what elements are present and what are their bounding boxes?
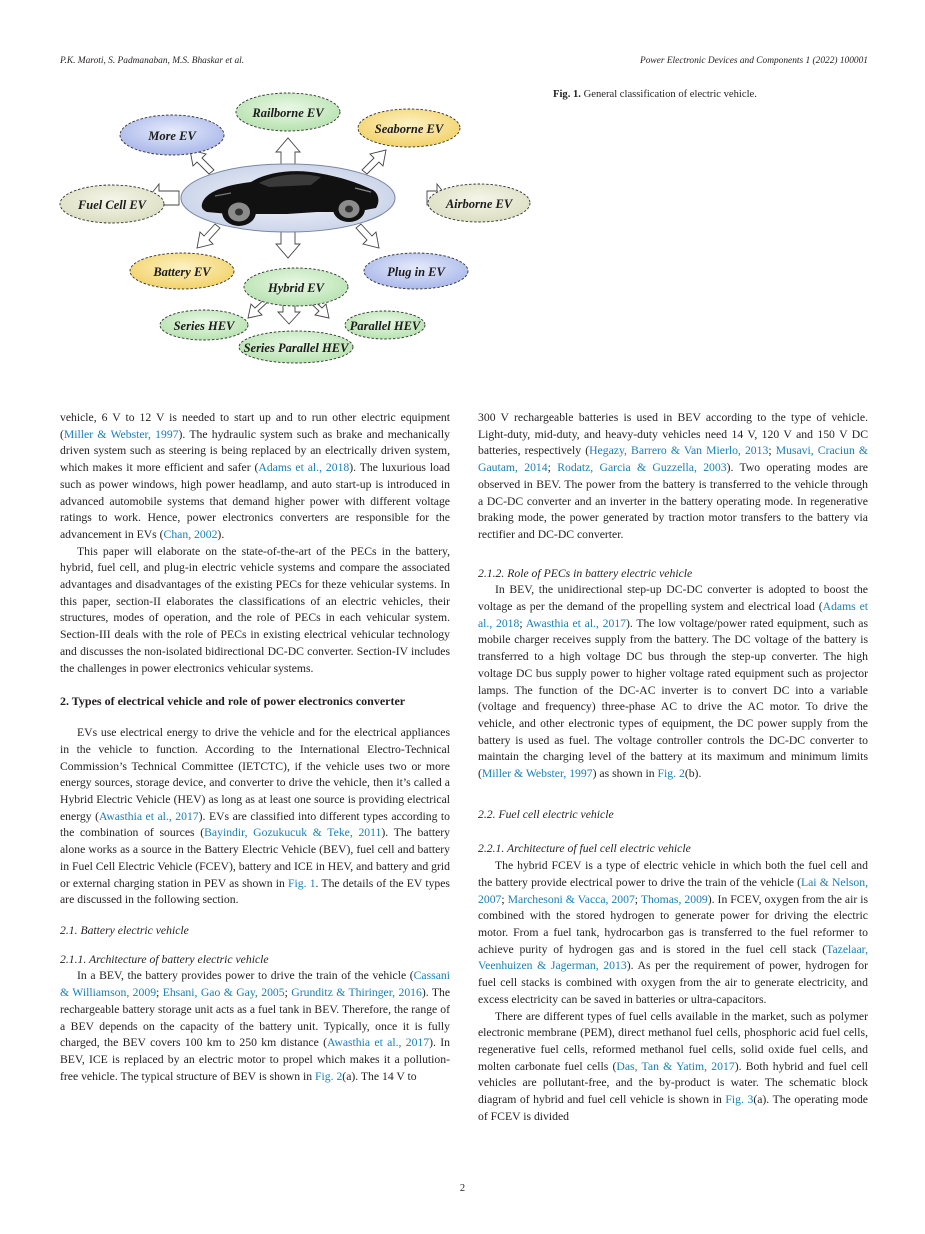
- citation-link[interactable]: Grunditz & Thiringer, 2016: [291, 986, 422, 1000]
- subsubsection-heading: 2.1.2. Role of PECs in battery electric vehicle: [478, 566, 693, 580]
- airborne-ev-label: Airborne EV: [445, 197, 513, 211]
- paragraph: There are different types of fuel cells available in the market, such as polymer electronic membrane (PEM), direct methanol fuel cells, phosphoric acid fuel cells, regenerative fuel cells, reformed methanol fuel cells, solid oxide fuel cells, and molten carbonate fuel cells (Das, Tan & Yatim, 2017). Both hybrid and fuel cell vehicles are pollutant-free, and the by-product is water. The schematic block diagram of hybrid and fuel cell vehicle is shown in Fig. 3(a). The operating mode of FCEV is divided: [478, 1009, 868, 1123]
- citation-link[interactable]: Awasthia et al., 2017: [525, 616, 627, 630]
- paragraph: In a BEV, the battery provides power to drive the train of the vehicle (Cassani & Williamson, 2009; Ehsani, Gao & Gay, 2005; Grunditz & Thiringer, 2016). The rechargeable battery storage unit acts as a fuel tank in BEV. Therefore, the range of a BEV depends on the capacity of the battery unit. Typically, once it is fully charged, the BEV covers 100 km to 250 km distance (Awasthia et al., 2017). In BEV, ICE is replaced by an electric motor to propel which makes it a pollution-free vehicle. The typical structure of BEV is shown in Fig. 2(a). The 14 V to: [60, 969, 451, 1083]
- citation-link[interactable]: Miller & Webster, 1997: [481, 767, 593, 781]
- ev-classification-figure: [55, 88, 535, 368]
- citation-link[interactable]: Das, Tan & Yatim, 2017: [616, 1059, 735, 1073]
- more-ev-label: More EV: [148, 129, 196, 143]
- citation-link[interactable]: Hegazy, Barrero & Van Mierlo, 2013: [589, 444, 769, 458]
- parallel-hev-label: Parallel HEV: [349, 319, 421, 333]
- citation-link[interactable]: Rodatz, Garcia & Guzzella, 2003: [557, 461, 727, 475]
- figure-link[interactable]: Fig. 1: [288, 876, 316, 890]
- paragraph: EVs use electrical energy to drive the vehicle and for the electrical appliances in the vehicle to function. According to the International Electro-Technical Commission’s Technical Committee (IETCTC), if the vehicle uses two or more energy sources, storage device, and converter to drive the vehicle, then it’s called a Hybrid Electric Vehicle (HEV) as long as at least one source is providing electrical energy (Awasthia et al., 2017). EVs are classified into different types according to the combination of sources (Bayindir, Gozukucuk & Teke, 2011). The battery alone works as a source in the Battery Electric Vehicle (BEV), fuel cell and battery in Fuel Cell Electric Vehicle (FCEV), battery and ICE in HEV, and battery and grid or external charging station in PEV as shown in Fig. 1. The details of the EV types are discussed in the following section.: [60, 726, 451, 907]
- paragraph: vehicle, 6 V to 12 V is needed to start up and to run other electric equipment (Miller & Webster, 1997). The hydraulic system such as brake and mechanically driven system such as steering is being replaced by an electrically driven system, which makes it more efficient and safer (Adams et al., 2018). The luxurious load such as power windows, high power headlamp, and auto start-up is introduced in advanced automobile systems that demand higher power with different voltage ratings to work. Hence, power electronics converters are responsible for the advancement in EVs (Chan, 2002).: [60, 411, 450, 541]
- series-hev-label: Series HEV: [173, 319, 235, 333]
- citation-link[interactable]: Bayindir, Gozukucuk & Teke, 2011: [204, 826, 382, 840]
- paragraph: This paper will elaborate on the state-of-the-art of the PECs in the battery, hybrid, fuel cell, and plug-in electric vehicle systems and compare the associated advantages and disadvantages of the existing PECs for theze vehicular systems. In this paper, section-II elaborates the classifications of an electric vehicles, their structures, modes of operation, and the role of PECs in each vehicular system. Section-III deals with the role of PECs in existing electrical vehicular technology and discusses the non-isolated bidirectional DC-DC converter. Section-IV includes the challenges in power electronics vehicular systems.: [60, 544, 450, 675]
- fuel-cell-ev-label: Fuel Cell EV: [77, 198, 147, 212]
- citation-link[interactable]: Marchesoni & Vacca, 2007: [507, 892, 635, 906]
- citation-link[interactable]: Ehsani, Gao & Gay, 2005: [162, 986, 285, 1000]
- paragraph: 300 V rechargeable batteries is used in BEV according to the type of vehicle. Light-duty, mid-duty, and heavy-duty vehicles need 14 V, 120 V and 150 V DC batteries, respectively (Hegazy, Barrero & Van Mierlo, 2013; Musavi, Craciun & Gautam, 2014; Rodatz, Garcia & Guzzella, 2003). Two operating modes are observed in BEV. The power from the battery is transferred to the vehicle through a DC-DC converter and an inverter in the battery operating mode. In regenerative braking mode, the power generated by traction motor transfers to the battery via rectifier and DC-DC converter.: [478, 411, 868, 541]
- arrow-down-left: [197, 224, 220, 248]
- figure-link[interactable]: Fig. 3: [725, 1093, 754, 1107]
- citation-link[interactable]: Tazelaar, Veenhuizen & Jagerman, 2013: [478, 942, 868, 973]
- citation-link[interactable]: Cassani & Williamson, 2009: [60, 969, 450, 1000]
- citation-link[interactable]: Adams et al., 2018: [478, 600, 869, 630]
- figure-caption-text: General classification of electric vehicle.: [583, 89, 757, 100]
- figure-caption: [553, 89, 757, 100]
- citation-link[interactable]: Lai & Nelson, 2007: [478, 875, 869, 906]
- subsection-heading: 2.1. Battery electric vehicle: [60, 923, 189, 937]
- paragraph: The hybrid FCEV is a type of electric vehicle in which both the fuel cell and the battery provide electrical power to drive the train of the vehicle (Lai & Nelson, 2007; Marchesoni & Vacca, 2007; Thomas, 2009). In FCEV, oxygen from the air is combined with the stored hydrogen to generate power for driving the electric motor. From a fuel tank, hydrocarbon gas is transferred to the fuel reformer to achieve purity of hydrogen gas and is stored in the fuel cell stack (Tazelaar, Veenhuizen & Jagerman, 2013). As per the requirement of power, hydrogen for fuel cell stacks is combined with oxygen from the air to generate electricity, and excess electricity can be saved in batteries or ultra-capacitors.: [478, 859, 869, 1006]
- subsubsection-heading: 2.1.1. Architecture of battery electric vehicle: [60, 952, 269, 966]
- plug-in-ev-label: Plug in EV: [387, 265, 445, 279]
- citation-link[interactable]: Miller & Webster, 1997: [63, 427, 179, 441]
- figure-caption-label: Fig. 1.: [553, 89, 581, 100]
- paragraph: In BEV, the unidirectional step-up DC-DC converter is adopted to boost the voltage as per the demand of the propelling system and electrical load (Adams et al., 2018; Awasthia et al., 2017). The low voltage/power rated equipment, such as mobile charger receives supply from the battery. The DC voltage of the battery is transferred to a high voltage DC bus through the step-up converter. The high voltage DC bus supply power to higher voltage rated equipment such as projector lamps. The function of the DC-AC inverter is to convert DC into a variable (voltage and frequency) three-phase AC to drive the AC motor. To drive the vehicle, and other electronic types of equipment, the DC power supply from the battery is used as fuel. The voltage controller controls the DC-DC converter to maintain the charging level of the battery at its maximum and minimum limits (Miller & Webster, 1997) as shown in Fig. 2(b).: [478, 583, 869, 781]
- citation-link[interactable]: Thomas, 2009: [640, 892, 708, 906]
- citation-link[interactable]: Awasthia et al., 2017: [327, 1036, 430, 1050]
- page-number: 2: [459, 1183, 466, 1194]
- seaborne-ev-label: Seaborne EV: [374, 122, 444, 136]
- figure-link[interactable]: Fig. 2: [315, 1069, 343, 1083]
- citation-link[interactable]: Chan, 2002: [163, 527, 218, 541]
- section-heading: 2. Types of electrical vehicle and role of power electronics converter: [60, 694, 406, 709]
- arrow-up-right: [362, 150, 386, 174]
- citation-link[interactable]: Awasthia et al., 2017: [98, 809, 199, 823]
- arrow-down-right: [356, 224, 379, 248]
- figure-link[interactable]: Fig. 2: [657, 767, 685, 781]
- series-parallel-hev-label: Series Parallel HEV: [243, 341, 349, 355]
- hybrid-ev-label: Hybrid EV: [268, 281, 324, 295]
- arrow-up-left: [190, 150, 214, 174]
- citation-link[interactable]: Adams et al., 2018: [258, 461, 350, 475]
- citation-link[interactable]: Musavi, Craciun & Gautam, 2014: [478, 444, 868, 475]
- left-column: [60, 410, 450, 1085]
- subsubsection-heading: 2.2.1. Architecture of fuel cell electric vehicle: [478, 842, 691, 856]
- running-header-authors: P.K. Maroti, S. Padmanaban, M.S. Bhaskar et al.: [60, 56, 245, 66]
- arrow-down: [276, 231, 300, 258]
- right-column: [478, 410, 868, 1125]
- battery-ev-label: Battery EV: [153, 265, 211, 279]
- subsection-heading: 2.2. Fuel cell electric vehicle: [478, 807, 614, 821]
- running-header-journal: Power Electronic Devices and Components 1 (2022) 100001: [640, 56, 868, 66]
- railborne-ev-label: Railborne EV: [252, 106, 324, 120]
